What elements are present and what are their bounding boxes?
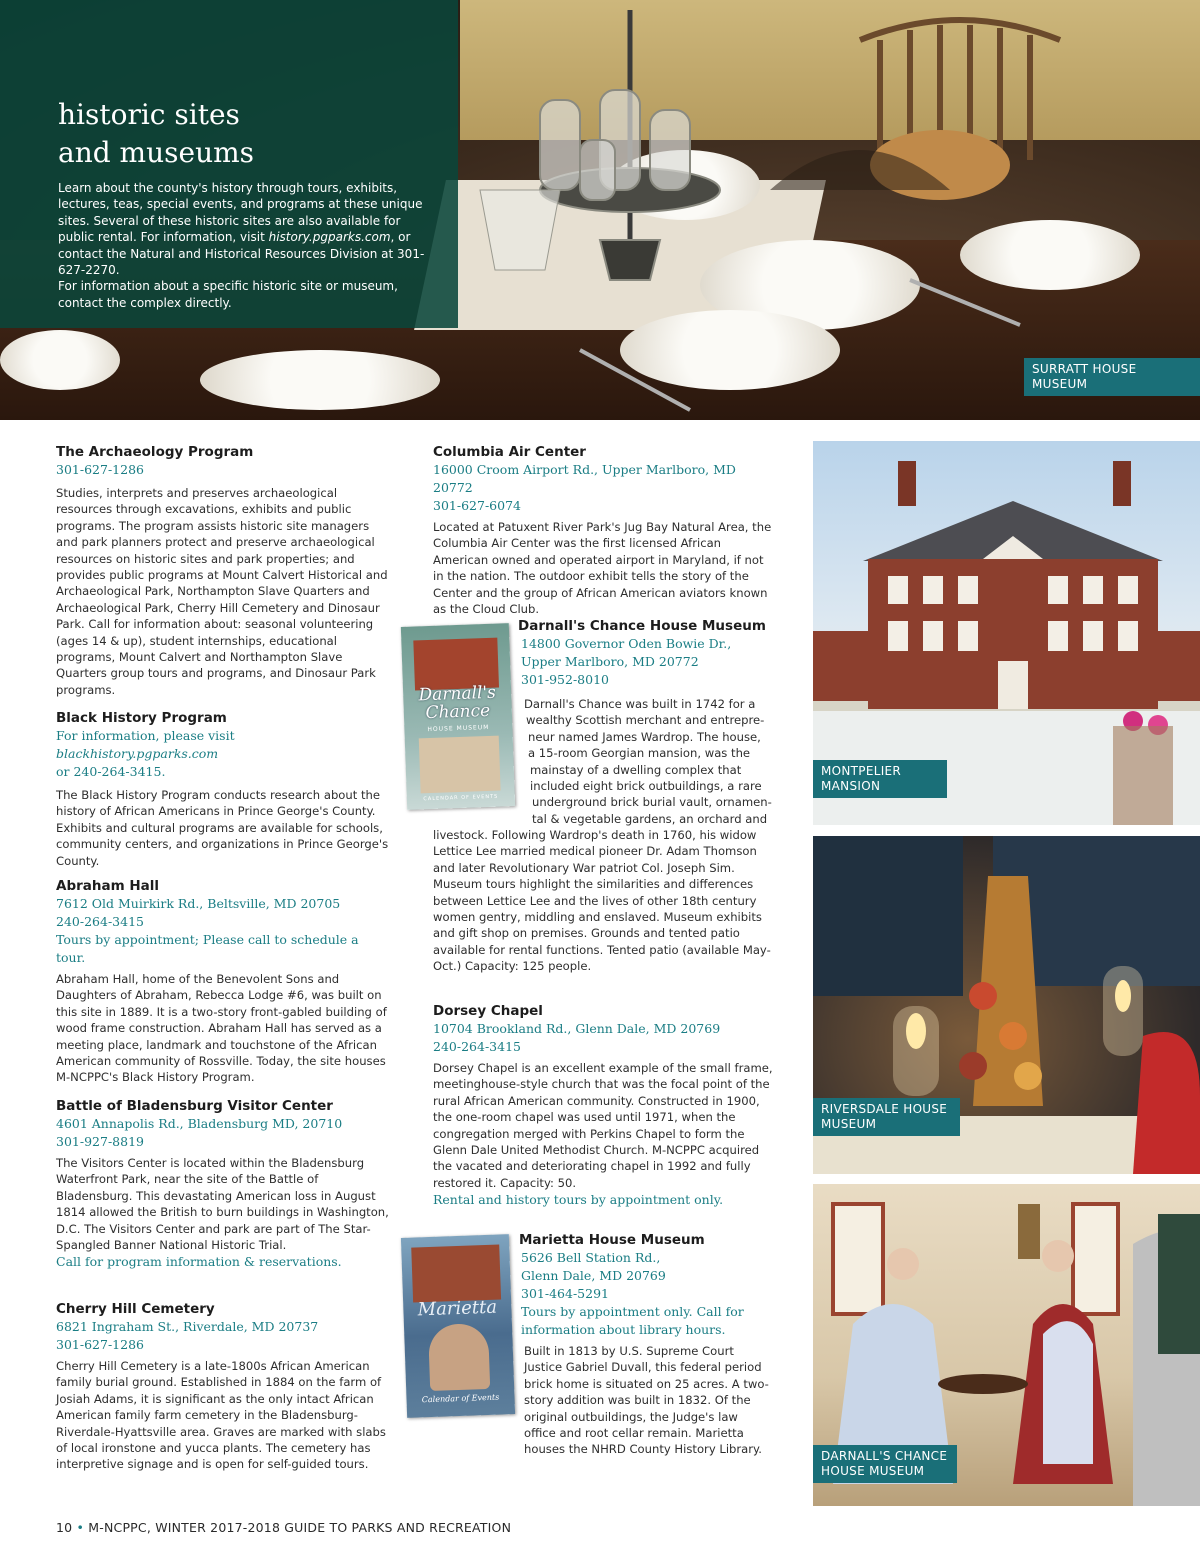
caption-darnall-house: DARNALL'S CHANCE HOUSE MUSEUM [813,1445,957,1483]
entry-description: The Black History Program conducts research about the history of African Americans in Prince George's County. Exhibits and cultural programs are available for schools, community centers, and organizations in Prince George's County. [56,788,389,868]
entry-phone[interactable]: 301-464-5291 [521,1286,609,1301]
entry-address: 10704 Brookland Rd., Glenn Dale, MD 20769 [433,1021,721,1036]
entry-description: Dorsey Chapel is an excellent example of the small frame, meetinghouse-style church that was the focal point of the rural African American community. Constructed in 1900, the one-room chapel was used until 1971, when the congregation merged with Perkins Chapel to form the Glenn Dale United Methodist Church. M-NCPPC acquired the vacated and deteriorating chapel in 1992 and fully restored it. Capacity: 50. [433,1061,773,1190]
footer-text: M-NCPPC, WINTER 2017-2018 GUIDE TO PARKS AND RECREATION [88,1520,512,1535]
entry-phone[interactable]: 301-952-8010 [521,672,609,687]
entry-dorsey-chapel [433,1002,773,1209]
darnall-brochure-thumbnail [401,623,515,810]
intro-text-contact: For information about a specific historic site or museum, contact the complex directly. [58,279,398,310]
entry-description: Located at Patuxent River Park's Jug Bay Natural Area, the Columbia Air Center was the first licensed African American owned and operated airport in Maryland, if not in the nation. The outdoor exhibit tells the story of the Center and the group of African American aviators known as the Cloud Club. [433,520,772,617]
cruet-stand-graphic [540,10,720,280]
entry-title: Darnall's Chance House Museum [518,618,766,634]
entry-description: Built in 1813 by U.S. Supreme Court Justice Gabriel Duvall, this federal period brick home is situated on 25 acres. A two-story addition was built in 1832. Of the original outbuildings, the Judge's law office and root cellar remain. Marietta houses the NHRD County History Library. [524,1344,769,1457]
entry-title: Abraham Hall [56,878,160,894]
knife-graphic [580,350,690,410]
entry-phone[interactable]: 240-264-3415 [433,1039,521,1054]
entry-marietta [519,1231,774,1458]
page-title-line-1: historic sites [58,98,240,131]
body-line: tal & vegetable gardens, an orchard and [532,811,768,826]
caption-montpelier-mansion: MONTPELIER MANSION [813,760,947,798]
brochure-title-line-1: Darnall's [418,682,497,706]
entry-phone[interactable]: 240-264-3415 [56,914,144,929]
entry-phone[interactable]: 301-627-1286 [56,1337,144,1352]
body-line: wealthy Scottish merchant and entrepre- [526,713,765,728]
entry-address-line-2: Upper Marlboro, MD 20772 [521,654,699,669]
brochure-house-image [411,1245,501,1303]
body-line: mainstay of a dwelling complex that [530,762,742,777]
info-phone[interactable]: or 240-264-3415. [56,764,166,779]
entry-note: Call for program information & reservations. [56,1254,342,1270]
entry-title: Black History Program [56,710,227,726]
entry-abraham-hall [56,877,390,1086]
history-link[interactable]: history.pgparks.com [268,230,391,245]
body-line: Darnall's Chance was built in 1742 for a [524,697,756,711]
hero-intro [58,180,438,311]
entry-darnall-body [433,827,773,975]
entry-address-line-1: 5626 Bell Station Rd., [521,1250,661,1265]
footer-bullet: • [76,1520,85,1535]
entry-cherry-hill [56,1300,390,1473]
body-line: a 15-room Georgian mansion, was the [528,746,751,761]
entry-description: The Visitors Center is located within the Bladensburg Waterfront Park, near the site of the Battle of Bladensburg. This devastating American loss in August 1814 allowed the British to burn buildings in Washington, D.C. The Visitors Center and park are part of The Star-Spangled Banner National Historic Trial. [56,1156,389,1253]
entry-address-line-2: Glenn Dale, MD 20769 [521,1268,666,1283]
entry-description: Abraham Hall, home of the Benevolent Sons and Daughters of Abraham, Rebecca Lodge #6, was built on this site in 1889. It is a two-story front-gabled building of wood frame construction. Abraham Hall has served as a meeting place, landmark and touchstone of the African American community of Rossville. Today, the site houses M-NCPPC's Black History Program. [56,972,387,1085]
brochure-title-line-2: Chance [425,700,491,724]
entry-bladensburg [56,1097,390,1271]
entry-title: Marietta House Museum [519,1232,705,1248]
brochure-title: Marietta [417,1296,498,1321]
entry-darnall-header [518,617,773,689]
brochure-subtitle: HOUSE MUSEUM [427,723,490,734]
entry-phone[interactable]: 301-927-8819 [56,1134,144,1149]
entry-note: Rental and history tours by appointment only. [433,1192,724,1208]
page-footer [56,1520,511,1535]
entry-title: The Archaeology Program [56,444,254,460]
entry-phone[interactable]: 301-627-6074 [433,498,521,513]
entry-address-line-1: 14800 Governor Oden Bowie Dr., [521,636,732,651]
entry-archaeology [56,443,390,698]
entry-title: Battle of Bladensburg Visitor Center [56,1098,333,1114]
body-line: neur named James Wardrop. The house, [528,729,761,744]
fork-graphic [910,280,1020,325]
page-number: 10 [56,1520,73,1535]
body-line: included eight brick outbuildings, a rare [530,779,762,794]
entry-address: 16000 Croom Airport Rd., Upper Marlboro, MD 20772 [433,462,736,495]
caption-riversdale-house: RIVERSDALE HOUSE MUSEUM [813,1098,960,1136]
entry-address: 7612 Old Muirkirk Rd., Beltsville, MD 20705 [56,896,341,911]
entry-phone[interactable]: 301-627-1286 [56,462,144,477]
entry-description: Cherry Hill Cemetery is a late-1800s African American family burial ground. Established in 1884 on the farm of Josiah Adams, it is significant as the only intact African American family farm cemetery in the Bladensburg-Riverdale-Hyattsville area. Graves are marked with slabs of local ironstone and yucca plants. The cemetery has interpretive signage and is open for self-guided tours. [56,1359,386,1472]
entry-title: Columbia Air Center [433,444,586,460]
page-title [58,96,448,172]
brochure-people-image [419,736,501,794]
entry-title: Dorsey Chapel [433,1003,543,1019]
brochure-footer: Calendar of Events [421,1392,500,1405]
entry-black-history [56,709,390,869]
brochure-title [403,683,512,723]
entry-description: Studies, interprets and preserves archaeological resources through excavations, exhibits and public programs. The program assists historic site managers and park planners protect and preserve archaeological resources on historic sites and park properties; and provides public programs at Mount Calvert Historical and Archaeological Park, Northampton Slave Quarters and Archaeological Park, Cherry Hill Cemetery and Dinosaur Park. Call for information about: seasonal volunteering (ages 14 & up), student internships, educational programs, Mount Calvert and Northampton Slave Quarters group tours and programs, and Dinosaur Park programs. [56,486,388,697]
entry-info [56,727,390,781]
entry-title: Cherry Hill Cemetery [56,1301,215,1317]
caption-surratt-house: SURRATT HOUSE MUSEUM [1024,358,1200,396]
blackhistory-link[interactable]: blackhistory.pgparks.com [56,746,219,761]
entry-address: 4601 Annapolis Rd., Bladensburg MD, 20710 [56,1116,343,1131]
brochure-footer: CALENDAR OF EVENTS [423,793,499,803]
intro-text: Learn about the county's history through tours, exhibits, lectures, teas, special events, and programs at these unique sites. Several of these historic sites are also available for public rental. For information, visit [58,181,423,245]
entry-darnall-wrapped-text [524,696,774,827]
entry-description: livestock. Following Wardrop's death in 1760, his widow Lettice Lee married medical pioneer Dr. Adam Thomson and later Revolutionary War patriot Col. Joseph Sim. Museum tours highlight the similarities and differences between Lettice Lee and the lives of other 18th century women gentry, middling and enslaved. Museum exhibits and gift shop on premises. Grounds and tented patio available for rental functions. Tented patio (available May-Oct.) Capacity: 125 people. [433,828,771,974]
entry-note: Tours by appointment; Please call to schedule a tour. [56,932,359,965]
marietta-brochure-thumbnail [401,1234,515,1418]
hero-text-panel [0,0,458,328]
body-line: underground brick burial vault, ornamen- [532,795,772,810]
intro-text-continued: , or contact the Natural and Historical Resources Division at 301-627-2270. [58,230,425,278]
entry-note: Tours by appointment only. Call for information about library hours. [521,1304,744,1337]
brochure-portrait [428,1323,490,1391]
goblet-graphic [480,190,560,270]
info-text: For information, please visit [56,728,235,743]
entry-address: 6821 Ingraham St., Riverdale, MD 20737 [56,1319,319,1334]
entry-columbia-air [433,443,773,617]
page-title-line-2: and museums [58,136,255,169]
